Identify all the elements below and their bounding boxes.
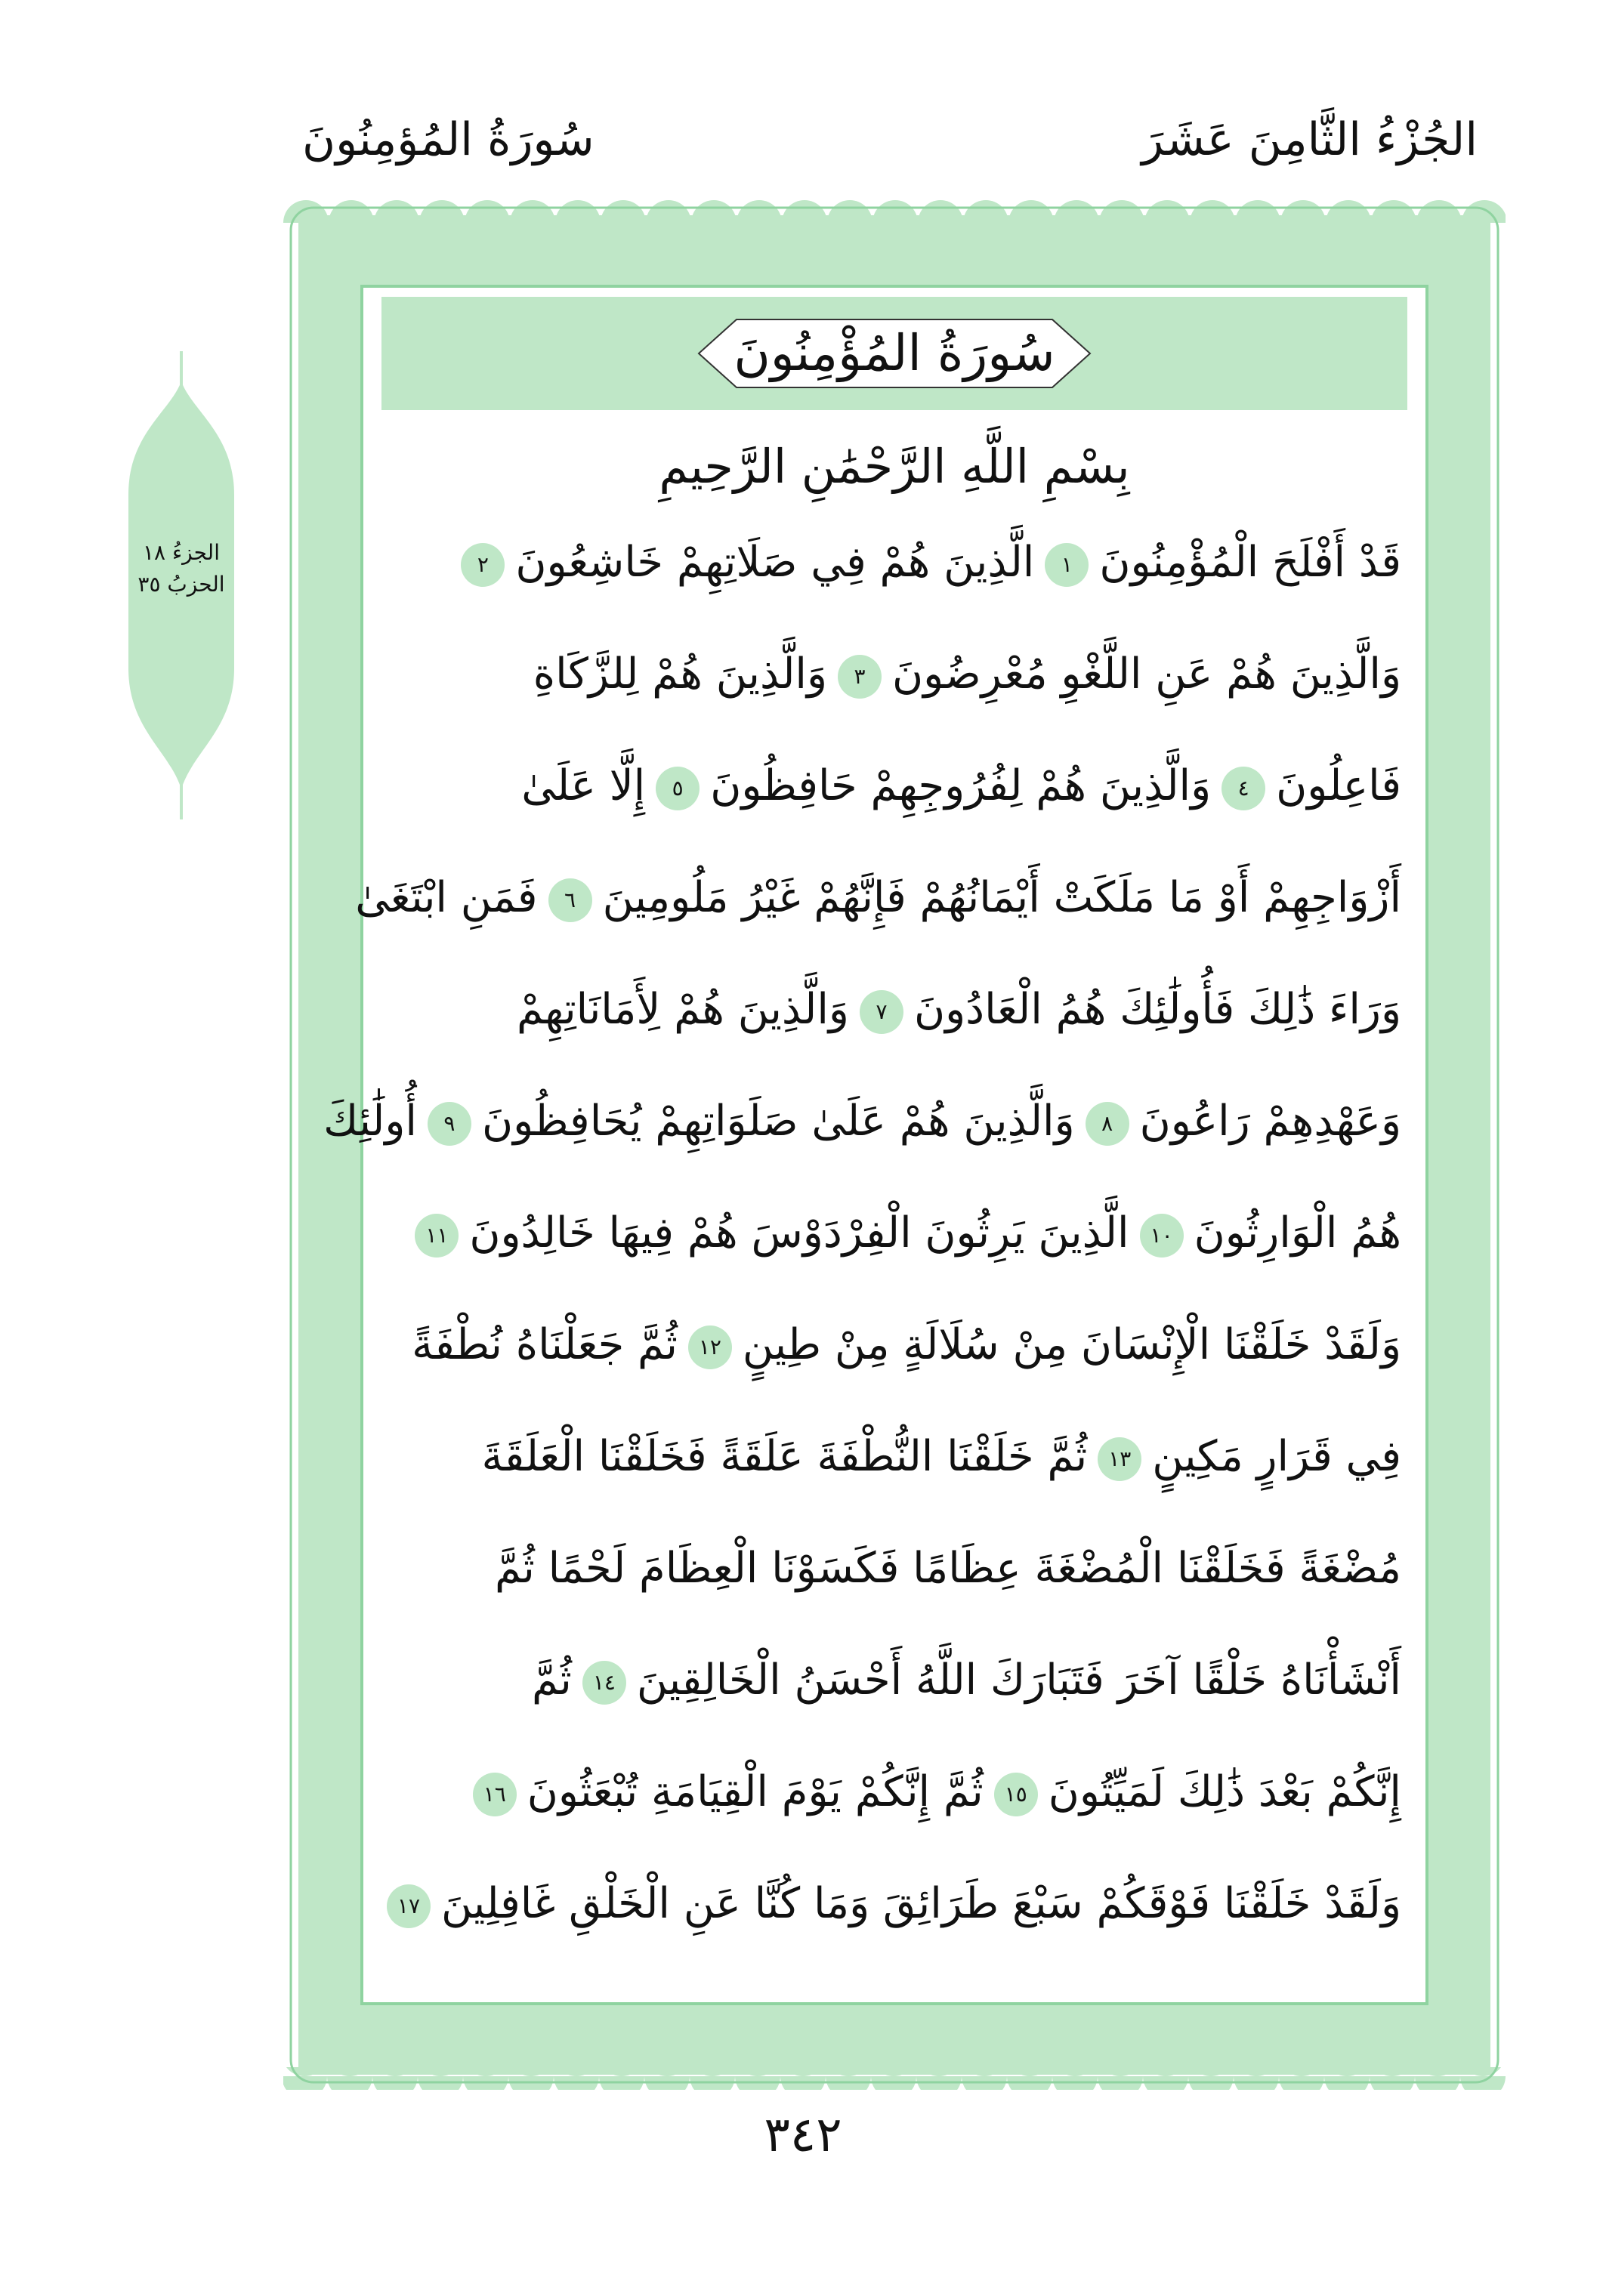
side-juz-label: الجزءُ ١٨ bbox=[143, 540, 220, 565]
ayah-number-marker: ٩ bbox=[428, 1102, 471, 1146]
verse-text: وَلَقَدْ خَلَقْنَا فَوْقَكُمْ سَبْعَ طَرَائِقَ وَمَا كُنَّا عَنِ الْخَلْقِ غَافِلِينَ bbox=[440, 1879, 1401, 1928]
text-area bbox=[323, 285, 1428, 2005]
verse-text: فَاعِلُونَ bbox=[1276, 761, 1401, 810]
verse-text: وَالَّذِينَ هُمْ لِأَمَانَاتِهِمْ bbox=[516, 985, 849, 1034]
ayah-number-marker: ١٥ bbox=[994, 1773, 1038, 1816]
verse-text: ثُمَّ bbox=[532, 1656, 572, 1705]
ayah-number-marker: ١٣ bbox=[1098, 1437, 1141, 1481]
verse-text: وَالَّذِينَ هُمْ لِفُرُوجِهِمْ حَافِظُونَ bbox=[710, 761, 1212, 810]
verse-line bbox=[394, 1848, 1401, 1960]
verse-text: ثُمَّ جَعَلْنَاهُ نُطْفَةً bbox=[412, 1320, 678, 1369]
verse-text: هُمُ الْوَارِثُونَ bbox=[1194, 1208, 1401, 1258]
basmala: بِسْمِ اللَّهِ الرَّحْمَٰنِ الرَّحِيمِ bbox=[659, 439, 1130, 494]
verse-line bbox=[394, 1401, 1401, 1513]
ayah-number-marker: ٣ bbox=[838, 655, 882, 699]
surah-title: سُورَةُ المُؤْمِنُونَ bbox=[734, 324, 1055, 382]
verse-text: إِلَّا عَلَىٰ bbox=[521, 761, 646, 810]
juz-header: الجُزْءُ الثَّامِنَ عَشَرَ bbox=[1141, 113, 1478, 166]
verse-line bbox=[394, 1736, 1401, 1848]
verse-text: فِي قَرَارٍ مَكِينٍ bbox=[1152, 1432, 1401, 1481]
verse-text: مُضْغَةً فَخَلَقْنَا الْمُضْغَةَ عِظَامًا فَكَسَوْنَا الْعِظَامَ لَحْمًا ثُمَّ bbox=[494, 1544, 1401, 1593]
verse-text: وَالَّذِينَ هُمْ عَنِ اللَّغْوِ مُعْرِضُونَ bbox=[892, 650, 1401, 699]
verse-text: الَّذِينَ يَرِثُونَ الْفِرْدَوْسَ هُمْ فِيهَا خَالِدُونَ bbox=[469, 1208, 1129, 1258]
ayah-number-marker: ٤ bbox=[1221, 767, 1265, 810]
verse-text: أُولَٰئِكَ bbox=[323, 1097, 417, 1146]
verse-text: إِنَّكُمْ بَعْدَ ذَٰلِكَ لَمَيِّتُونَ bbox=[1048, 1767, 1401, 1816]
ayah-number-marker: ٦ bbox=[548, 878, 592, 922]
verse-line bbox=[394, 1513, 1401, 1625]
ayah-number-marker: ١١ bbox=[415, 1214, 459, 1258]
side-hizb-label: الحزبُ ٣٥ bbox=[137, 572, 225, 597]
verse-text: أَزْوَاجِهِمْ أَوْ مَا مَلَكَتْ أَيْمَانُهُمْ فَإِنَّهُمْ غَيْرُ مَلُومِينَ bbox=[602, 873, 1401, 922]
verse-text: وَرَاءَ ذَٰلِكَ فَأُولَٰئِكَ هُمُ الْعَادُونَ bbox=[913, 985, 1401, 1034]
page-frame bbox=[283, 200, 1506, 2090]
verse-text: ثُمَّ إِنَّكُمْ يَوْمَ الْقِيَامَةِ تُبْعَثُونَ bbox=[527, 1767, 984, 1816]
verse-line bbox=[394, 1625, 1401, 1736]
verse-text: وَالَّذِينَ هُمْ لِلزَّكَاةِ bbox=[533, 650, 828, 699]
verse-text: وَعَهْدِهِمْ رَاعُونَ bbox=[1139, 1097, 1401, 1146]
verse-line bbox=[394, 507, 1401, 619]
verse-text: الَّذِينَ هُمْ فِي صَلَاتِهِمْ خَاشِعُونَ bbox=[515, 538, 1035, 587]
verse-line bbox=[394, 954, 1401, 1066]
verse-line bbox=[394, 1177, 1401, 1289]
verse-text: وَالَّذِينَ هُمْ عَلَىٰ صَلَوَاتِهِمْ يُحَافِظُونَ bbox=[481, 1097, 1075, 1146]
ayah-number-marker: ٢ bbox=[461, 543, 505, 587]
verse-text: قَدْ أَفْلَحَ الْمُؤْمِنُونَ bbox=[1099, 538, 1401, 587]
ayah-number-marker: ٥ bbox=[656, 767, 700, 810]
ayah-number-marker: ١٤ bbox=[582, 1661, 626, 1705]
verse-line bbox=[394, 619, 1401, 730]
surah-title-band bbox=[381, 297, 1407, 410]
ayah-number-marker: ٧ bbox=[860, 990, 903, 1034]
verse-text: ثُمَّ خَلَقْنَا النُّطْفَةَ عَلَقَةً فَخَلَقْنَا الْعَلَقَةَ bbox=[481, 1432, 1088, 1481]
verse-line bbox=[394, 1289, 1401, 1401]
ayah-number-marker: ١٠ bbox=[1140, 1214, 1184, 1258]
verse-text: فَمَنِ ابْتَغَىٰ bbox=[355, 873, 538, 922]
ayah-number-marker: ١ bbox=[1045, 543, 1089, 587]
verse-text: وَلَقَدْ خَلَقْنَا الْإِنْسَانَ مِنْ سُلَالَةٍ مِنْ طِينٍ bbox=[742, 1320, 1401, 1369]
verse-text: أَنْشَأْنَاهُ خَلْقًا آخَرَ فَتَبَارَكَ اللَّهُ أَحْسَنُ الْخَالِقِينَ bbox=[636, 1656, 1401, 1705]
page-number: ٣٤٢ bbox=[764, 2107, 842, 2163]
surah-header: سُورَةُ المُؤمِنُونَ bbox=[302, 113, 595, 166]
verses-block bbox=[323, 507, 1401, 1960]
verse-line bbox=[394, 730, 1401, 842]
ayah-number-marker: ١٦ bbox=[473, 1773, 517, 1816]
ayah-number-marker: ١٢ bbox=[688, 1325, 732, 1369]
ayah-number-marker: ١٧ bbox=[387, 1884, 431, 1928]
ayah-number-marker: ٨ bbox=[1086, 1102, 1129, 1146]
juz-hizb-marker bbox=[121, 351, 242, 819]
verse-line bbox=[355, 842, 1401, 954]
verse-line bbox=[323, 1066, 1401, 1177]
